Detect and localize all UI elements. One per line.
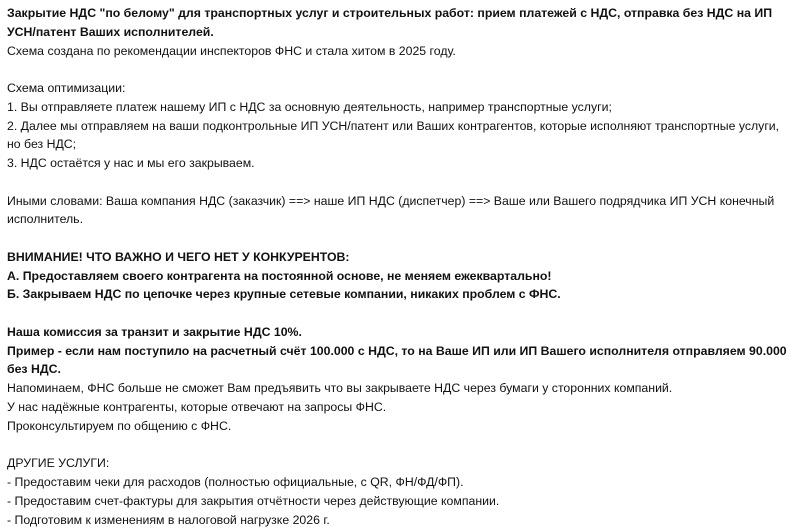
other-service-item-3: - Подготовим к изменениям в налоговой нагрузке 2026 г. xyxy=(7,511,794,529)
other-service-item-2: - Предоставим счет-фактуры для закрытия отчётности через действующие компании. xyxy=(7,492,794,511)
spacer xyxy=(7,304,794,323)
document-title: Закрытие НДС "по белому" для транспортных услуг и строительных работ: прием платежей с НДС, отправка без НДС на ИП УСН/патент Ваших исполнителей. xyxy=(7,4,794,42)
other-services-heading: ДРУГИЕ УСЛУГИ: xyxy=(7,454,794,473)
spacer xyxy=(7,229,794,248)
scheme-step-2: 2. Далее мы отправляем на ваши подконтрольные ИП УСН/патент или Ваших контрагентов, которые исполняют транспортные услуги, но без НДС; xyxy=(7,117,794,155)
spacer xyxy=(7,60,794,79)
summary-text: Иными словами: Ваша компания НДС (заказчик) ==> наше ИП НДС (диспетчер) ==> Ваше или Вашего подрядчика ИП УСН конечный исполнитель. xyxy=(7,192,794,230)
spacer xyxy=(7,436,794,455)
attention-heading: ВНИМАНИЕ! ЧТО ВАЖНО И ЧЕГО НЕТ У КОНКУРЕНТОВ: xyxy=(7,248,794,267)
commission-heading: Наша комиссия за транзит и закрытие НДС 10%. xyxy=(7,323,794,342)
attention-point-b: Б. Закрываем НДС по цепочке через крупные сетевые компании, никаких проблем с ФНС. xyxy=(7,285,794,304)
commission-note-2: У нас надёжные контрагенты, которые отвечают на запросы ФНС. xyxy=(7,398,794,417)
spacer xyxy=(7,173,794,192)
commission-note-3: Проконсультируем по общению с ФНС. xyxy=(7,417,794,436)
document-subtitle: Схема создана по рекомендации инспекторов ФНС и стала хитом в 2025 году. xyxy=(7,42,794,61)
commission-example: Пример - если нам поступило на расчетный счёт 100.000 с НДС, то на Ваше ИП или ИП Вашего исполнителя отправляем 90.000 без НДС. xyxy=(7,342,794,380)
attention-point-a: А. Предоставляем своего контрагента на постоянной основе, не меняем ежеквартально! xyxy=(7,267,794,286)
scheme-step-3: 3. НДС остаётся у нас и мы его закрываем. xyxy=(7,154,794,173)
other-service-item-1: - Предоставим чеки для расходов (полностью официальные, с QR, ФН/ФД/ФП). xyxy=(7,473,794,492)
commission-note-1: Напоминаем, ФНС больше не сможет Вам предъявить что вы закрываете НДС через бумаги у сторонних компаний. xyxy=(7,379,794,398)
scheme-step-1: 1. Вы отправляете платеж нашему ИП с НДС за основную деятельность, например транспортные услуги; xyxy=(7,98,794,117)
scheme-heading: Схема оптимизации: xyxy=(7,79,794,98)
